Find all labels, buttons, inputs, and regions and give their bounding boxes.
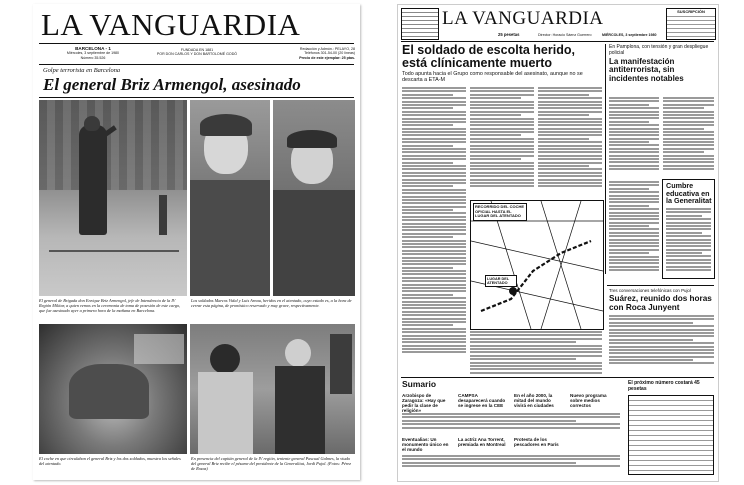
price-line: Precio de este ejemplar: 25 ptas. (299, 55, 355, 60)
map-attack-marker (509, 287, 517, 295)
photo-pujol-suit (275, 366, 325, 454)
side-headline: La manifestación antiterrorista, sin incidentes notables (609, 57, 684, 83)
photo-car-interior (39, 324, 187, 454)
caption-soldiers: Los soldados Marcos Vidal y Luis Arnau, heridos en el atentado, cuyo estado es, a la hora de cerrar esta página, de pronóstico reservado y muy grave, respectivamente. (191, 298, 352, 308)
photo-soldier-arnau (273, 100, 355, 296)
subscription-label: SUSCRIPCIÓN (667, 9, 715, 14)
sumario-item[interactable]: La actriz Ana Torrent, premiada en Montreal (458, 437, 506, 447)
sumario-filler (402, 455, 620, 475)
sumario-item[interactable]: CAMPSA desaparecerá cuando se ingrese en la CEE (458, 393, 506, 408)
edition-info (53, 47, 133, 60)
founded-line2: POR DON CARLOS Y DON BARTOLOMÉ GODÓ (156, 52, 238, 57)
side-kicker: En Pamplona, con tensión y gran despliegue policial (609, 44, 709, 56)
main-story-col-3 (538, 87, 602, 197)
photo-car-window (134, 334, 184, 364)
contact-info (265, 47, 355, 60)
column-divider (605, 44, 606, 274)
founded-line1: FUNDADA EN 1881 (180, 48, 214, 52)
photo-figure-soldier (159, 195, 167, 235)
suarez-headline: Suárez, reunido dos horas con Roca Junyent (609, 294, 712, 312)
main-deck: Todo apunta hacia el Grupo como responsable del asesinato, aunque no se descarta a ETA-M (402, 71, 583, 83)
masthead-left: LA VANGUARDIA (41, 7, 301, 42)
subscription-box (666, 8, 716, 40)
contact-line2: Teléfonos 301-54-00 (20 líneas) (304, 51, 355, 56)
sumario-title: Sumario (402, 379, 437, 389)
edition-city: BARCELONA - 1 (75, 46, 111, 51)
route-map (470, 200, 604, 330)
photo-widow-dress (198, 372, 253, 454)
headline-rule (39, 97, 354, 98)
sumario-item[interactable]: Arzobispo de Zaragoza: «Hay que pedir la clase de religión» (402, 393, 446, 413)
date-right: MIÉRCOLES, 3 septiembre 1980 (602, 33, 657, 37)
caption-general: El general de Brigada don Enrique Briz Armengol, jefe de Intendencia de la IV Región Militar, a quien vemos en la ceremonia de toma de posesión de este cargo, que fue asesinado ayer a primera hora de la mañana en Barcelona. (39, 298, 181, 313)
cumbre-body (666, 208, 711, 274)
main-story-col-1 (402, 87, 466, 377)
suarez-rule (607, 285, 714, 286)
director-line: Director: Horacio Sáenz Guerrero (538, 33, 592, 37)
map-street (471, 241, 603, 271)
suarez-body (609, 315, 714, 373)
sumario-item[interactable]: Eventualias: Un monumento único en el mundo (402, 437, 449, 452)
side-story-col-1 (609, 97, 659, 177)
caption-car: El coche en que circulaban el general Briz y los dos soldados, muestra los señales del atentado. (39, 456, 181, 466)
photo-widow-head (210, 344, 240, 374)
photo-background-figure (330, 334, 352, 394)
sumario-item[interactable]: En el año 2000, la mitad del mundo vivirá en ciudades (514, 393, 554, 408)
sumario-item[interactable]: Protesta de los pescadores en París (514, 437, 559, 447)
masthead-rule (39, 43, 354, 44)
sumario-index-table (628, 395, 714, 475)
main-headline: El soldado de escolta herido, está clínicamente muerto (402, 43, 575, 70)
cumbre-headline: Cumbre educativa en la Generalitat (666, 181, 712, 206)
edition-date: Miércoles, 3 septiembre de 1980 (66, 51, 120, 56)
founded-info (137, 48, 257, 57)
contact-line1: Redacción y Admón.: PELAYO, 28 (299, 47, 355, 51)
photo-soldier2-uniform (273, 190, 355, 296)
header-rule (39, 64, 354, 65)
photo-building (39, 100, 187, 190)
page-gutter (365, 0, 393, 485)
photo-soldier-uniform (190, 180, 270, 296)
photo-soldier-hair (200, 114, 252, 136)
map-attack-label: LUGAR DEL ATENTADO (485, 275, 517, 287)
photo-rope-barrier (49, 250, 179, 252)
photo-soldier2-hair (287, 130, 337, 148)
header-rule-right (401, 41, 714, 42)
main-story-continued (470, 331, 602, 375)
photo-car-seat (69, 364, 149, 419)
suarez-kicker: Tres conversaciones telefónicas con Pujol (609, 288, 691, 293)
cumbre-box (662, 179, 715, 279)
sumario-item[interactable]: Nuevo programa sobre medios correctos (570, 393, 607, 408)
kicker: Golpe terrorista en Barcelona (43, 67, 121, 74)
main-story-col-2 (470, 87, 534, 197)
caption-mourners: En presencia del capitán general de la IV región, teniente general Pascual Galmes, la viuda del general Briz recibe el pésame del presidente de la Generalitat, Jordi Pujol. (Fotos: Pérez de Rozas) (191, 456, 351, 471)
price-right: 25 pesetas (498, 32, 520, 37)
side-story-col-2 (663, 97, 714, 177)
photo-figure-head (84, 116, 100, 131)
photo-figure-general (79, 125, 107, 235)
header-info-box (401, 8, 439, 40)
photo-general-salute (39, 100, 187, 296)
map-title: RECORRIDO DEL COCHE OFICIAL HASTA EL LUGAR DEL ATENTADO (473, 203, 527, 221)
sumario-rule (401, 377, 714, 378)
edition-number: Número 35.526 (80, 55, 106, 60)
front-page-left (33, 4, 360, 480)
side-story-col-3 (609, 181, 659, 281)
photo-pujol-head (285, 339, 311, 367)
front-page-right (397, 4, 719, 482)
photo-mourners (190, 324, 355, 454)
masthead-right: LA VANGUARDIA (442, 8, 604, 29)
next-issue-note: El próximo número costará 45 pesetas (628, 380, 700, 392)
sumario-filler (402, 413, 620, 435)
photo-soldier-vidal (190, 100, 270, 296)
headline: El general Briz Armengol, asesinado (43, 75, 301, 94)
